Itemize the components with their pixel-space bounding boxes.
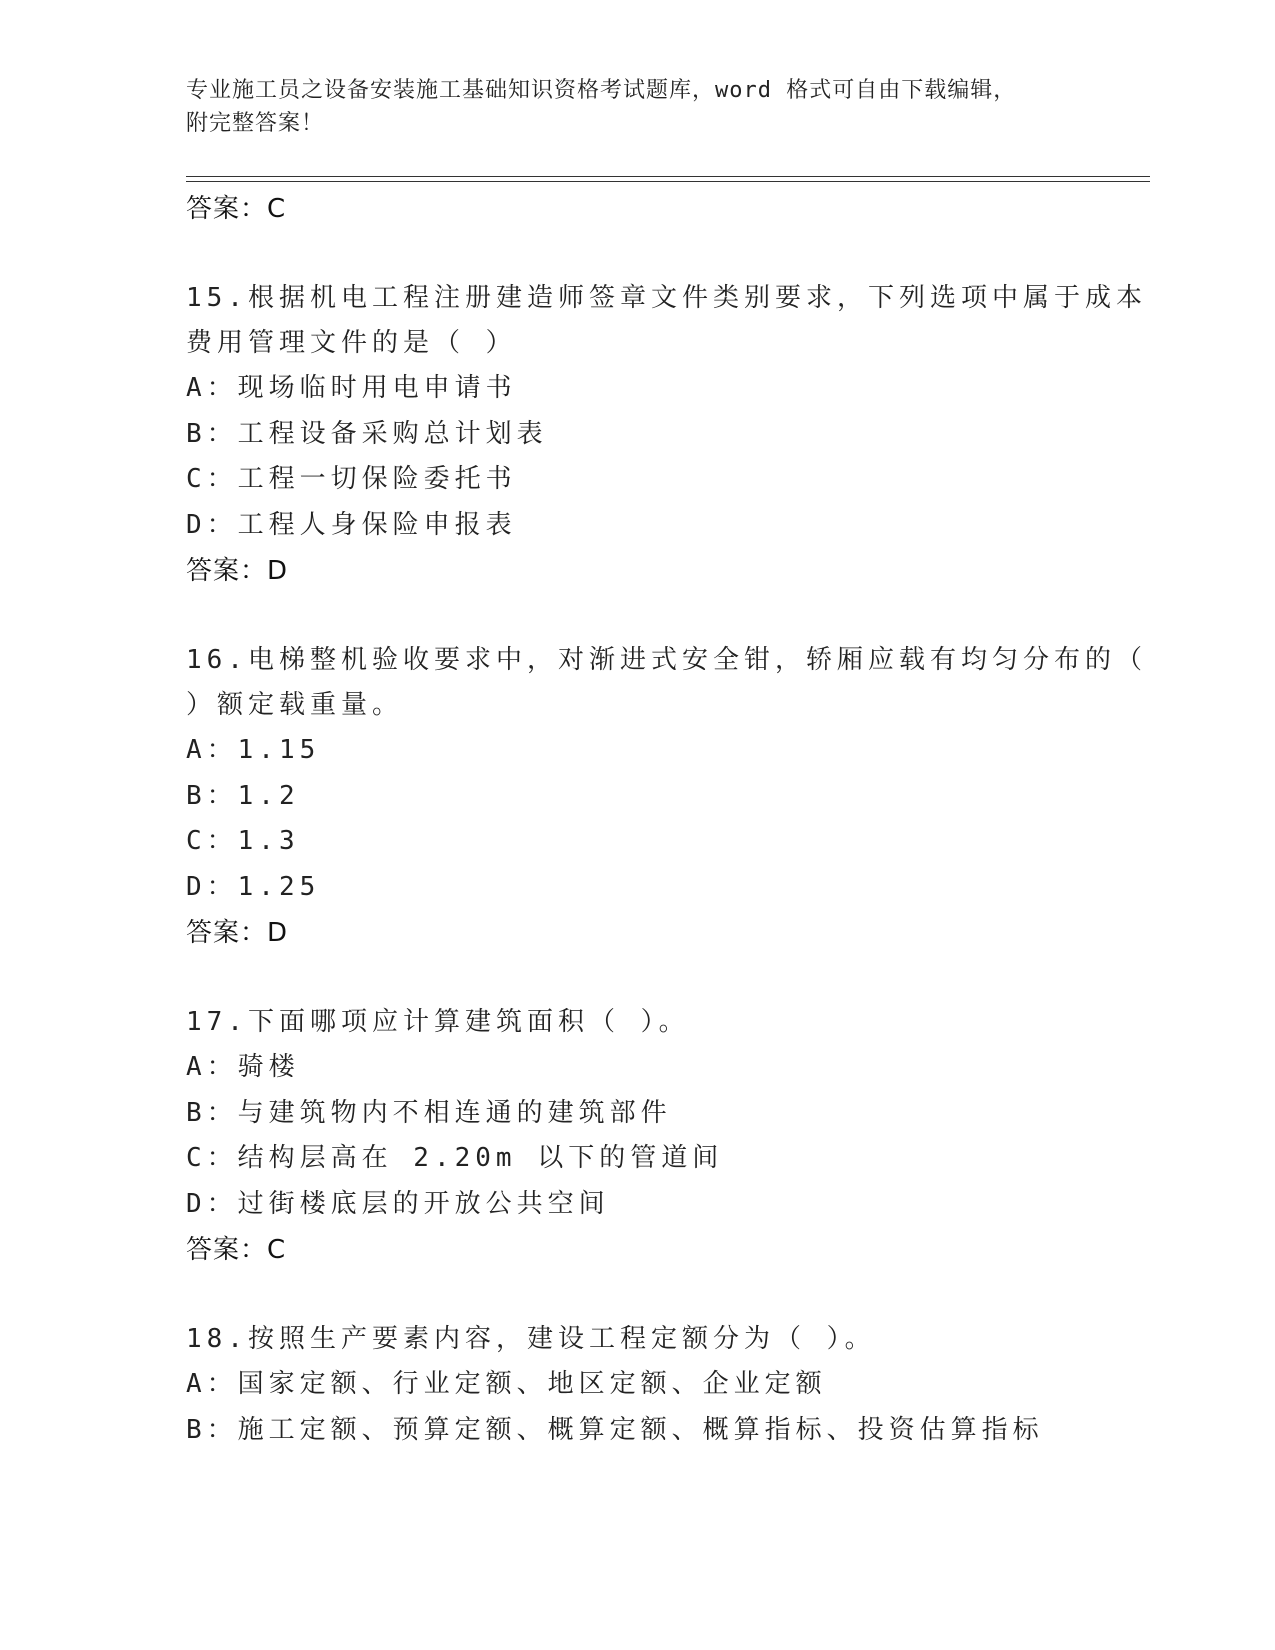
answer: 答案：D	[186, 918, 289, 948]
previous-answer: 答案：C	[186, 194, 287, 224]
option-c: C：1.3	[186, 826, 300, 856]
spacer	[186, 594, 1086, 638]
question-text: 17.下面哪项应计算建筑面积（ ）。	[186, 1007, 690, 1037]
header-line-1: 专业施工员之设备安装施工基础知识资格考试题库，word 格式可自由下载编辑，	[186, 78, 1017, 103]
option-d: D：1.25	[186, 871, 321, 902]
question-text: 16.电梯整机验收要求中，对渐进式安全钳，轿厢应载有均匀分布的（	[186, 645, 1147, 675]
header-rule-bottom	[186, 181, 1150, 182]
answer: 答案：D	[186, 556, 289, 586]
option-b: B：与建筑物内不相连通的建筑部件	[186, 1097, 672, 1128]
answer: 答案：C	[186, 1235, 287, 1265]
question-text: 18.按照生产要素内容，建设工程定额分为（ ）。	[186, 1324, 876, 1354]
option-b: B：施工定额、预算定额、概算定额、概算指标、投资估算指标	[186, 1414, 1044, 1445]
option-a: A：骑楼	[186, 1052, 300, 1082]
option-b: B：1.2	[186, 780, 300, 811]
question-15	[186, 276, 1147, 594]
header-line-2: 附完整答案！	[186, 111, 325, 136]
option-a: A：国家定额、行业定额、地区定额、企业定额	[186, 1369, 827, 1399]
document-header	[186, 74, 1066, 140]
spacer	[186, 232, 1086, 276]
header-rule-top	[186, 176, 1150, 177]
option-b: B：工程设备采购总计划表	[186, 418, 548, 449]
option-a: A：1.15	[186, 735, 321, 765]
spacer	[186, 956, 1086, 1000]
option-c: C：结构层高在 2.20m 以下的管道间	[186, 1143, 724, 1173]
question-16	[186, 638, 1147, 956]
question-text: 费用管理文件的是（ ）	[186, 328, 517, 358]
question-list	[186, 186, 1147, 1453]
question-text: ）额定载重量。	[186, 690, 404, 720]
spacer	[186, 1273, 1086, 1317]
option-d: D：过街楼底层的开放公共空间	[186, 1188, 610, 1219]
question-18	[186, 1317, 1086, 1453]
option-d: D：工程人身保险申报表	[186, 509, 517, 540]
question-text: 15.根据机电工程注册建造师签章文件类别要求，下列选项中属于成本	[186, 283, 1147, 313]
option-a: A：现场临时用电申请书	[186, 373, 517, 403]
option-c: C：工程一切保险委托书	[186, 464, 517, 494]
question-17	[186, 1000, 1086, 1273]
